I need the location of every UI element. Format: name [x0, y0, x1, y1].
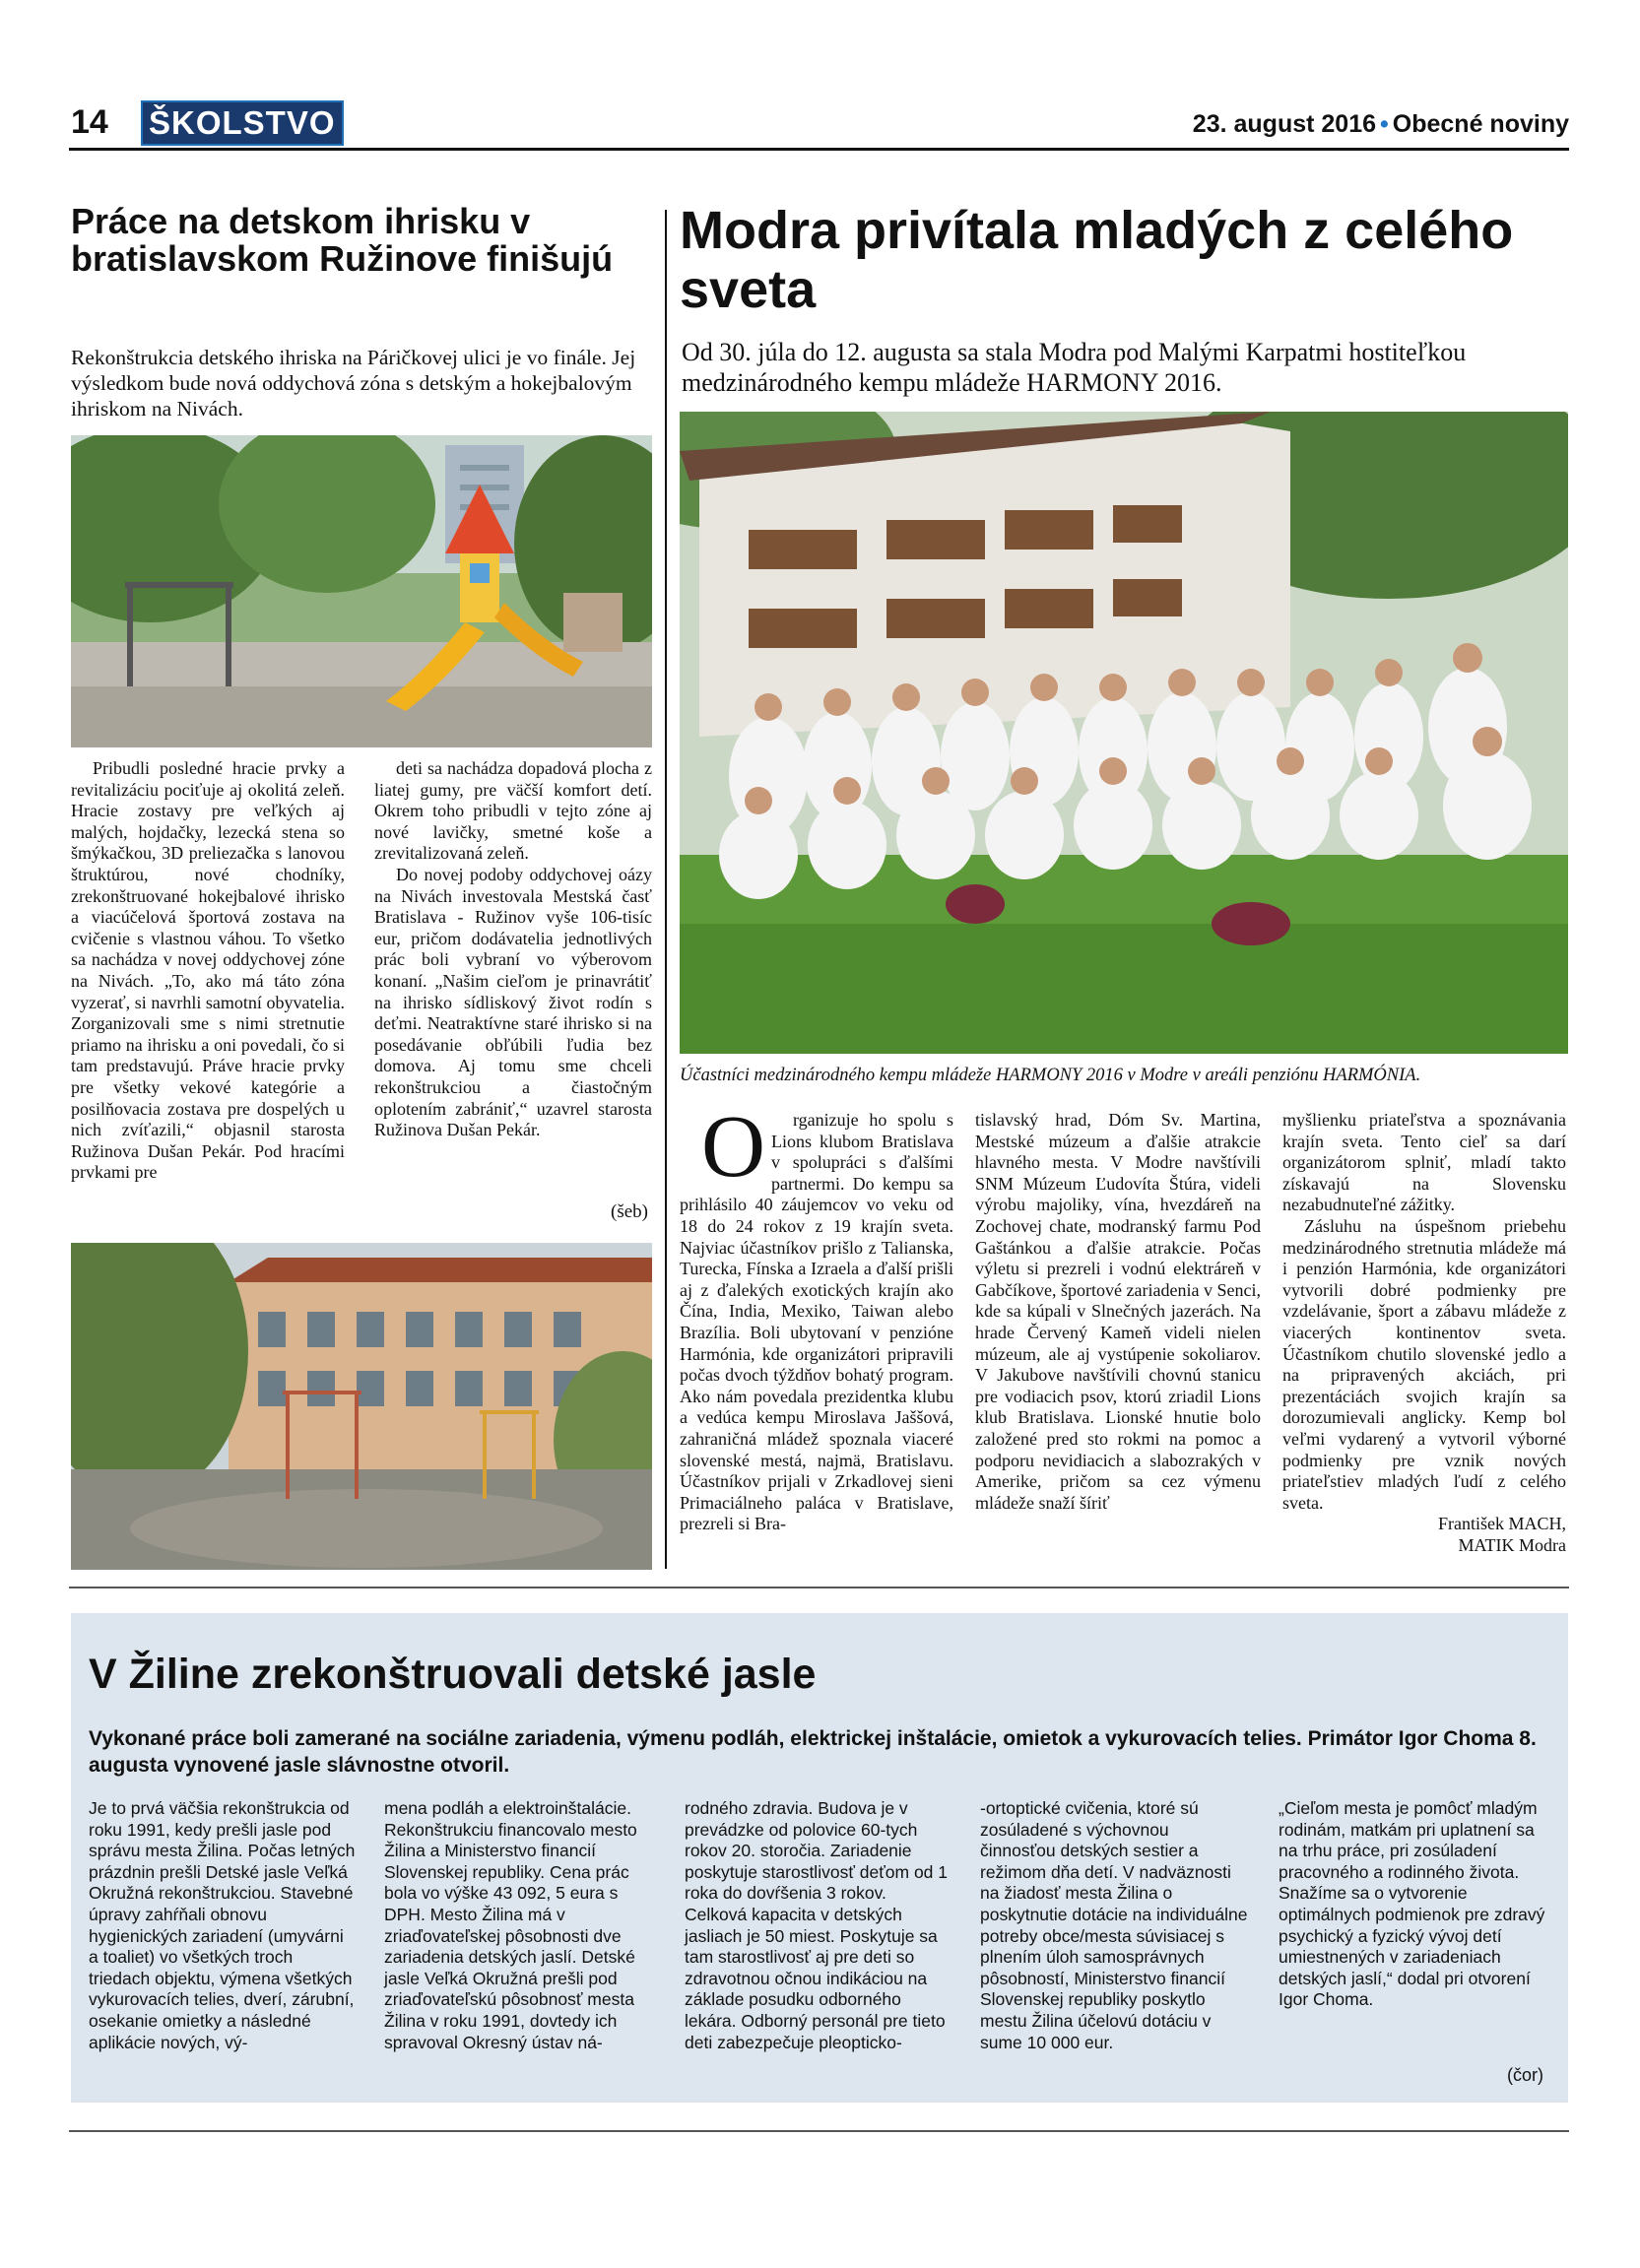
old-playground-photo-image: [71, 1243, 652, 1570]
publication-name: Obecné noviny: [1392, 110, 1569, 138]
playground-photo-image: [71, 435, 652, 747]
boxed-article-column-3: rodného zdravia. Budova je v prevádzke od polovice 60-tych rokov 20. storočia. Zariadenie poskytuje starostlivosť deťom od 1 roka do dovŕšenia 3 rokov. Celková kapacita v detských jasliach je 50 miest. Poskytuje sa tam starostlivosť aj pre deti so zdravotnou očnou indikáciou na základe posudku odborného lekára. Odborný personál pre tieto deti zabezpečuje pleopticko-: [685, 1798, 949, 2052]
playground-photo: [71, 435, 652, 747]
section-divider: [69, 1587, 1569, 1588]
group-photo-caption: Účastníci medzinárodného kempu mládeže HARMONY 2016 v Modre v areáli penziónu HARMÓNIA.: [680, 1066, 1421, 1085]
author-organization: MATIK Modra: [1458, 1534, 1566, 1555]
right-article-column-2: tislavský hrad, Dóm Sv. Martina, Mestské múzeum a ďalšie atrakcie hlavného mesta. V Modre navštívili SNM Múzeum Ľudovíta Štúra, videli výrobu majoliky, vína, hvezdáreň na Zochovej chate, modranský farmu Pod Gaštánkou a ďalšie atrakcie. Počas výletu si prezreli i vodnú elektráreň v Gabčíkove, športové zariadenia v Senci, kde sa kúpali v Slnečných jazerách. Na hrade Červený Kameň videli nielen múzeum, ale aj vystúpenie sokoliarov. V Jakubove navštívili chovnú stanicu pre vodiacich psov, ktorú zriadil Lions klub Bratislava. Lionské hnutie bolo založené pred sto rokmi na pomoc a podporu nevidiacich a slabozrakých v Amerike, pričom sa cez výmenu mládeže snaží šíriť: [975, 1110, 1261, 1513]
right-article-column-3: [1282, 1110, 1566, 1556]
right-article-title: Modra privítala mladých z celého sveta: [680, 201, 1514, 319]
left-article-paragraph: Do novej podoby oddychovej oázy na Nivách investovala Mestská časť Bratislava - Ružinov vyše 106-tisíc eur, pričom dodávatelia jednotlivých prác boli vybraní vo výberovom konaní. „Našim cieľom je prinavrátiť na ihrisko sídliskový život rodín s deťmi. Neatraktívne staré ihrisko si na posedávanie obľúbili ľudia bez domova. Aj tomu sme chceli rekonštrukciou a čiastočným oplotením zabrániť,“ uzavrel starosta Ružinova Dušan Pekár.: [374, 864, 652, 1140]
boxed-article-column-1: Je to prvá väčšia rekonštrukcia od roku 1991, kedy prešli jasle pod správu mesta Žilina. Počas letných prázdnin prešli Detské jasle Veľká Okružná rekonštrukciou. Stavebné úpravy zahŕňali obnovu hygienických zariadení (umyvárni a toaliet) vo všetkých troch triedach objektu, výmena všetkých vykurovacích telies, dverí, zárubní, osekanie omietky a následné aplikácie nových, vý-: [89, 1798, 356, 2052]
issue-date: 23. august 2016: [1192, 110, 1377, 138]
boxed-article-column-2: mena podláh a elektroinštalácie. Rekonštrukciu financovalo mesto Žilina a Ministerstvo financií Slovenskej republiky. Cena prác bola vo výške 43 092, 5 eura s DPH. Mesto Žilina má v zriaďovateľskej pôsobnosti dve zariadenia detských jaslí. Detské jasle Veľká Okružná prešli pod zriaďovateľskú pôsobnosť mesta Žilina v roku 1991, dovtedy ich spravoval Okresný ústav ná-: [384, 1798, 637, 2052]
header-rule: [69, 148, 1569, 151]
old-playground-photo: [71, 1243, 652, 1570]
page-bottom-rule: [69, 2130, 1569, 2132]
column-divider: [665, 210, 667, 1569]
author-name: František MACH,: [1438, 1514, 1566, 1534]
left-article-column-2: [374, 758, 652, 1141]
drop-cap: O: [701, 1098, 765, 1196]
boxed-article-title: V Žiline zrekonštruovali detské jasle: [89, 1651, 817, 1698]
right-article-lead: Od 30. júla do 12. augusta sa stala Modra pod Malými Karpatmi hostiteľkou medzinárodného kempu mládeže HARMONY 2016.: [682, 338, 1467, 397]
boxed-article-column-5: „Cieľom mesta je pomôcť mladým rodinám, matkám pri uplatnení sa na trhu práce, pri zosúladení pracovného a rodinného života. Snažíme sa o vytvorenie optimálnych podmienok pre zdravý psychický a fyzický vývoj detí umiestnených v zariadeniach detských jaslí,“ dodal pri otvorení Igor Choma.: [1279, 1798, 1545, 2010]
left-article-column-1: Pribudli posledné hracie prvky a revitalizáciu pociťuje aj okolitá zeleň. Hracie zostavy pre veľkých aj malých, hojdačky, lezecká stena so šmýkačkou, 3D preliezačka s lanovou štruktúrou, nové chodníky, zrekonštruované hokejbalové ihrisko a viacúčelová športová zostava na cvičenie s vlastnou váhou. To všetko sa nachádza v novej oddychovej zóne na Nivách. „To, ako má táto zóna vyzerať, si navrhli samotní obyvatelia. Zorganizovali sme s nimi stretnutie priamo na ihrisku a oni povedali, čo si tam predstavujú. Práve hracie prvky pre všetky vekové kategórie a posilňovacia zostava pre dospelých u nich zvíťazili,“ objasnil starosta Ružinova Dušan Pekár. Pod hracími prvkami pre: [71, 758, 345, 1183]
group-photo-image: [680, 412, 1568, 1054]
page-number: 14: [71, 103, 108, 141]
boxed-article-column-4: -ortoptické cvičenia, ktoré sú zosúladené s výchovnou činnosťou detských sestier a režimom dňa detí. V nadväznosti na žiadosť mesta Žilina o poskytnutie dotácie na individuálne potreby obce/mesta súvisiacej s plnením úloh samosprávnych pôsobností, Ministerstvo financií Slovenskej republiky poskytlo mestu Žilina účelovú dotáciu v sume 10 000 eur.: [980, 1798, 1248, 2052]
section-label: ŠKOLSTVO: [141, 100, 344, 146]
issue-info: [1193, 110, 1569, 139]
right-article-column-1: [680, 1098, 953, 1535]
boxed-article-byline: (čor): [1507, 2065, 1543, 2085]
boxed-article-lead: Vykonané práce boli zamerané na sociálne zariadenia, výmenu podláh, elektrickej inštalácie, omietok a vykurovacích telies. Primátor Igor Choma 8. augusta vynovené jasle slávnostne otvoril.: [89, 1727, 1537, 1777]
left-article-lead: Rekonštrukcia detského ihriska na Páričkovej ulici je vo finále. Jej výsledkom bude nová oddychová zóna s detským a hokejbalovým ihriskom na Nivách.: [71, 346, 636, 421]
separator-dot: •: [1380, 110, 1389, 138]
left-article-byline: (šeb): [611, 1201, 648, 1222]
right-article-column-1-text: rganizuje ho spolu s Lions klubom Bratislava v spolupráci s ďalšími partnermi. Do kempu sa prihlásilo 40 záujemcov vo veku od 18 do 24 rokov z 19 krajín sveta. Najviac účastníkov prišlo z Talianska, Turecka, Fínska a Izraela a ďalší prišli aj z ďalekých exotických krajín ako Čína, India, Mexiko, Taiwan alebo Brazília. Boli ubytovaní v penzióne Harmónia, kde organizátori pripravili počas dvoch týždňov bohatý program. Ako nám povedala prezidentka klubu a vedúca kempu Miroslava Jaššová, zahraničná mládež spoznala viaceré slovenské mestá, najmä, Bratislavu. Účastníkov prijali v Zrkadlovej sieni Primaciálneho paláca v Bratislave, prezreli si Bra-: [680, 1110, 953, 1534]
right-article-paragraph: myšlienku priateľstva a spoznávania krajín sveta. Tento cieľ sa darí organizátorom splniť, mladí takto získavajú na Slovensku nezabudnuteľné zážitky.: [1282, 1110, 1566, 1215]
group-photo: [680, 412, 1568, 1054]
right-article-paragraph: Zásluhu na úspešnom priebehu medzinárodného stretnutia mládeže má i penzión Harmónia, kde organizátori vytvorili dobré podmienky pre vzdelávanie, šport a zábavu mládeže z viacerých kontinentov sveta. Účastníkom chutilo slovenské jedlo a na pripravených akciách, pri prezentáciách svojich krajín sa dorozumievali anglicky. Kemp bol veľmi vydarený a vytvoril výborné podmienky pre vznik nových priateľstiev mladých ľudí z celého sveta.: [1282, 1215, 1566, 1513]
left-article-title: Práce na detskom ihrisku v bratislavskom Ružinove finišujú: [71, 201, 614, 279]
left-article-paragraph: deti sa nachádza dopadová plocha z liatej gumy, pre väčší komfort detí. Okrem toho pribudli v tejto zóne aj nové lavičky, smetné koše a zrevitalizovaná zeleň.: [374, 758, 652, 864]
